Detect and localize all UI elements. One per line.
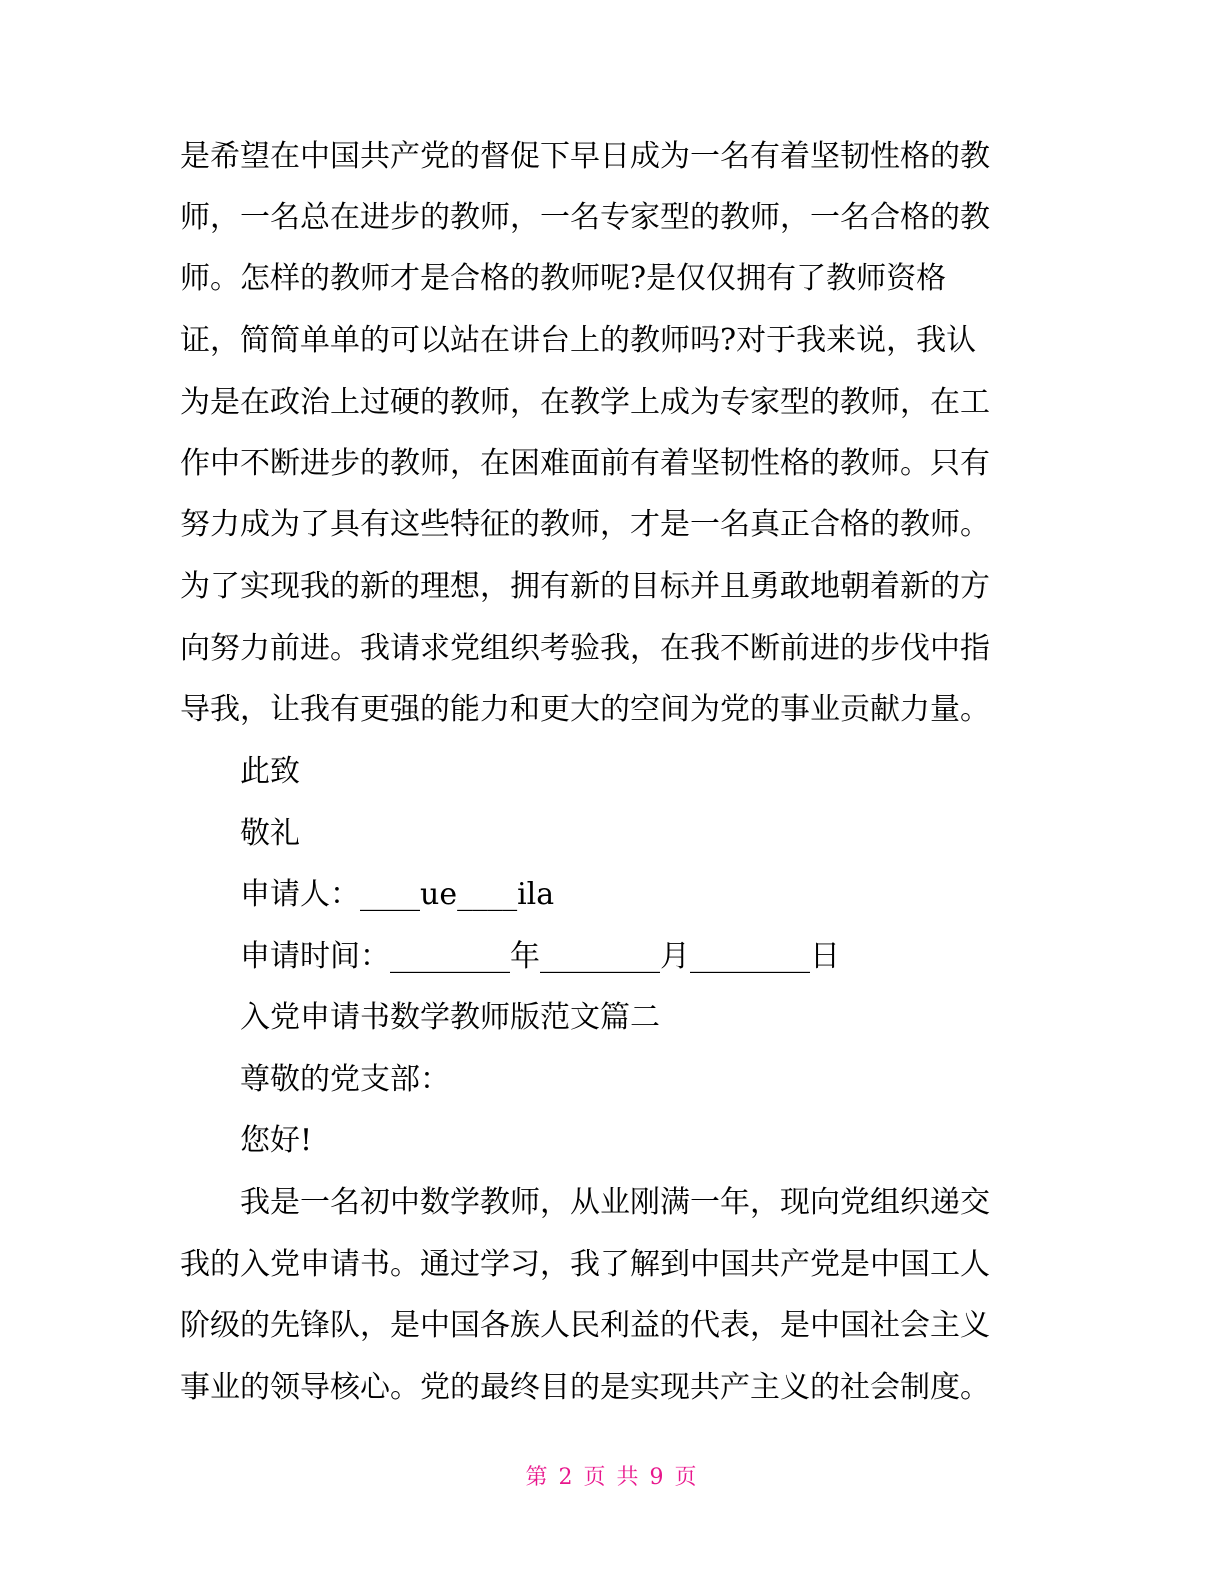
body-line: 师，一名总在进步的教师，一名专家型的教师，一名合格的教: [180, 200, 990, 235]
section-title: 入党申请书数学教师版范文篇二: [240, 1000, 660, 1035]
body-line: 努力成为了具有这些特征的教师，才是一名真正合格的教师。: [180, 507, 990, 542]
body-line: 为了实现我的新的理想，拥有新的目标并且勇敢地朝着新的方: [180, 569, 990, 604]
closing-line: 敬礼: [240, 816, 300, 851]
salutation: 尊敬的党支部：: [240, 1062, 450, 1097]
body-line: 向努力前进。我请求党组织考验我，在我不断前进的步伐中指: [180, 631, 990, 666]
applicant-line: 申请人：____ue____ila: [240, 877, 555, 912]
closing-line: 此致: [240, 754, 300, 789]
greeting: 您好!: [240, 1123, 313, 1158]
body-line: 阶级的先锋队，是中国各族人民利益的代表，是中国社会主义: [180, 1308, 990, 1343]
body-line: 我的入党申请书。通过学习，我了解到中国共产党是中国工人: [180, 1247, 990, 1282]
date-line: 申请时间：________年________月________日: [240, 939, 840, 974]
body-line: 导我，让我有更强的能力和更大的空间为党的事业贡献力量。: [180, 692, 990, 727]
body-line: 作中不断进步的教师，在困难面前有着坚韧性格的教师。只有: [180, 446, 990, 481]
body-line: 师。怎样的教师才是合格的教师呢?是仅仅拥有了教师资格: [180, 261, 947, 296]
body-line: 为是在政治上过硬的教师，在教学上成为专家型的教师，在工: [180, 385, 990, 420]
body-line: 证，简简单单的可以站在讲台上的教师吗?对于我来说，我认: [180, 323, 977, 358]
body-line: 是希望在中国共产党的督促下早日成为一名有着坚韧性格的教: [180, 139, 990, 174]
body-line: 我是一名初中数学教师，从业刚满一年，现向党组织递交: [240, 1185, 990, 1220]
body-line: 事业的领导核心。党的最终目的是实现共产主义的社会制度。: [180, 1370, 990, 1405]
page-number-footer: 第 2 页 共 9 页: [525, 1465, 699, 1490]
